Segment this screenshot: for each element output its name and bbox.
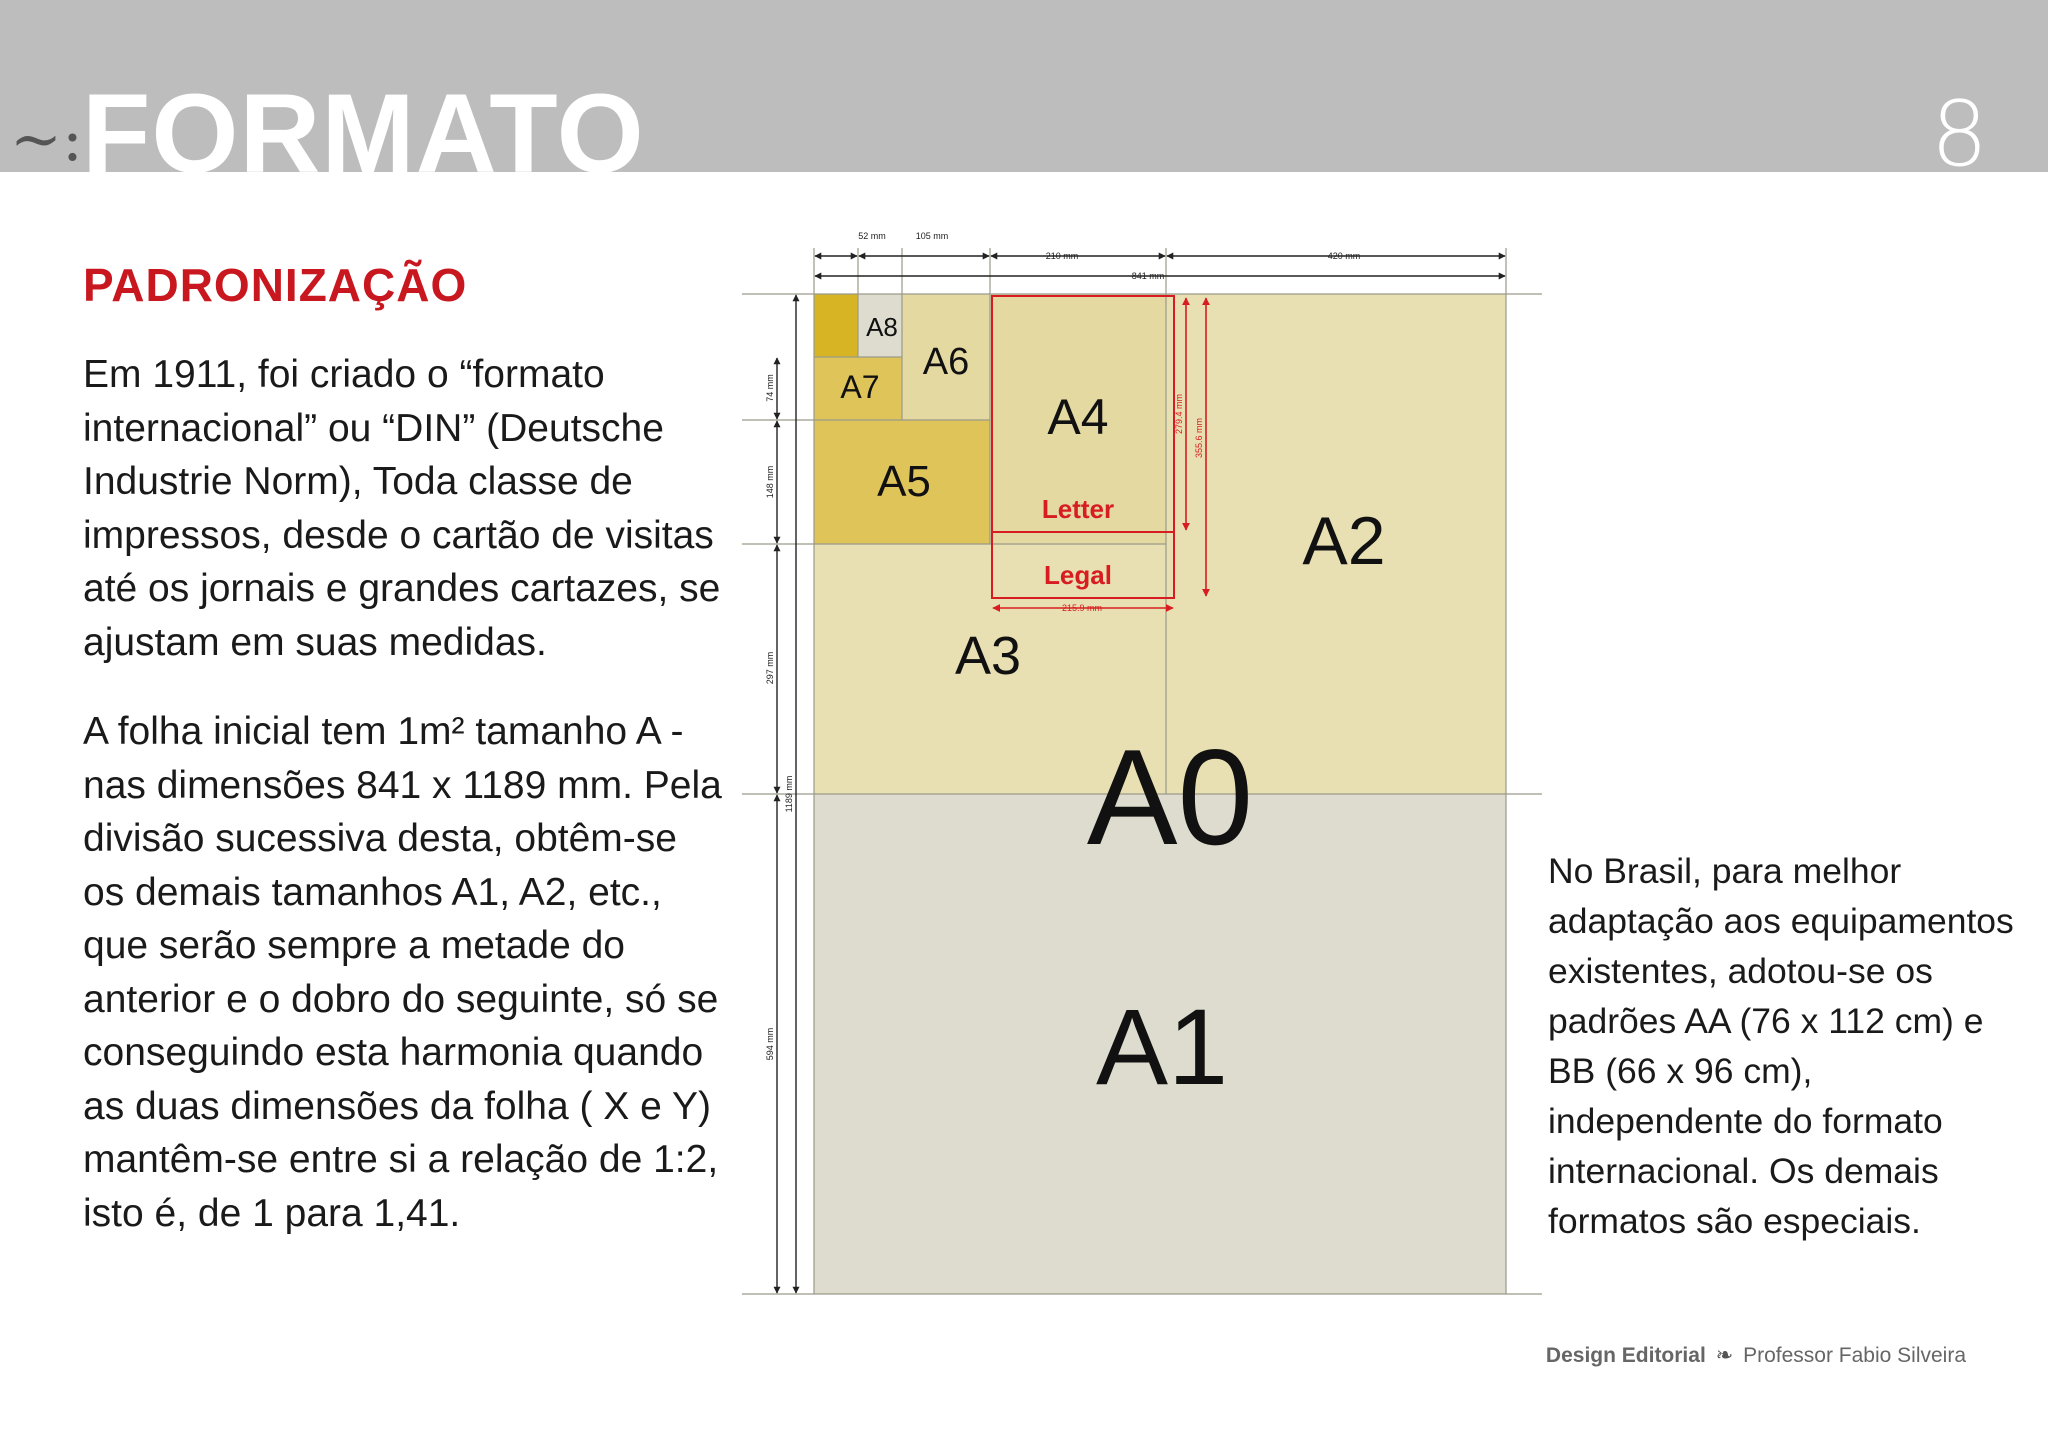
fleuron-icon: ❧ — [1715, 1344, 1734, 1367]
dim-355-6mm: 355.6 mm — [1194, 417, 1204, 459]
dim-215-9mm: 215.9 mm — [1061, 603, 1103, 613]
dim-74mm: 74 mm — [765, 374, 775, 402]
label-a8: A8 — [866, 312, 898, 342]
footer-author: Professor Fabio Silveira — [1743, 1344, 1966, 1367]
label-a1: A1 — [1095, 986, 1229, 1107]
label-a7: A7 — [840, 369, 880, 405]
dim-841mm: 841 mm — [1131, 271, 1165, 281]
label-a2: A2 — [1302, 503, 1386, 579]
section-title: PADRONIZAÇÃO — [83, 259, 468, 311]
page-number: 8 — [1930, 82, 1988, 172]
a8-block — [814, 294, 858, 357]
body-paragraph-2: A folha inicial tem 1m² tamanho A - nas dimensões 841 x 1189 mm. Pela divisão sucessiva desta, obtêm-se os demais tamanhos A1, A2, etc., que serão sempre a metade do anterior e o dobro do seguinte, só se conseguindo esta harmonia quando as duas dimensões da folha ( X e Y) mantêm-se entre si a relação de 1:2, isto é, de 1 para 1,41. — [83, 710, 722, 1235]
footer-brand: Design Editorial — [1545, 1344, 1706, 1367]
label-a3: A3 — [954, 626, 1022, 686]
label-letter: Letter — [1041, 494, 1115, 524]
dim-1189mm: 1189 mm — [784, 775, 794, 813]
left-dimension-labels — [765, 374, 794, 1060]
dim-105mm: 105 mm — [915, 231, 949, 241]
dim-52mm: 52 mm — [858, 231, 886, 241]
label-a6: A6 — [922, 341, 970, 383]
dim-420mm: 420 mm — [1327, 251, 1361, 261]
body-paragraph-1: Em 1911, foi criado o “formato internacional” ou “DIN” (Deutsche Industrie Norm), Toda classe de impressos, desde o cartão de visitas até os jornais e grandes cartazes, se ajustam em suas medidas. — [83, 353, 721, 664]
header-bar — [0, 0, 2048, 172]
paper-sizes-diagram — [742, 228, 1542, 1318]
label-legal: Legal — [1044, 560, 1112, 590]
dim-594mm: 594 mm — [765, 1027, 775, 1061]
label-a0: A0 — [1086, 721, 1254, 873]
dim-279-4mm: 279.4 mm — [1174, 393, 1184, 435]
label-a4: A4 — [1047, 389, 1109, 445]
dim-210mm: 210 mm — [1045, 251, 1079, 261]
dim-297mm: 297 mm — [765, 651, 775, 685]
page-title: FORMATO — [82, 71, 645, 172]
side-note: No Brasil, para melhor adaptação aos equipamentos existentes, adotou-se os padrões AA (76 x 112 cm) e BB (66 x 96 cm), independente do formato internacional. Os demais formatos são especiais. — [1548, 851, 2014, 1241]
footer — [1546, 1343, 1966, 1368]
logo-icon: ~: — [10, 102, 83, 172]
label-a5: A5 — [877, 457, 931, 506]
dim-148mm: 148 mm — [765, 465, 775, 499]
